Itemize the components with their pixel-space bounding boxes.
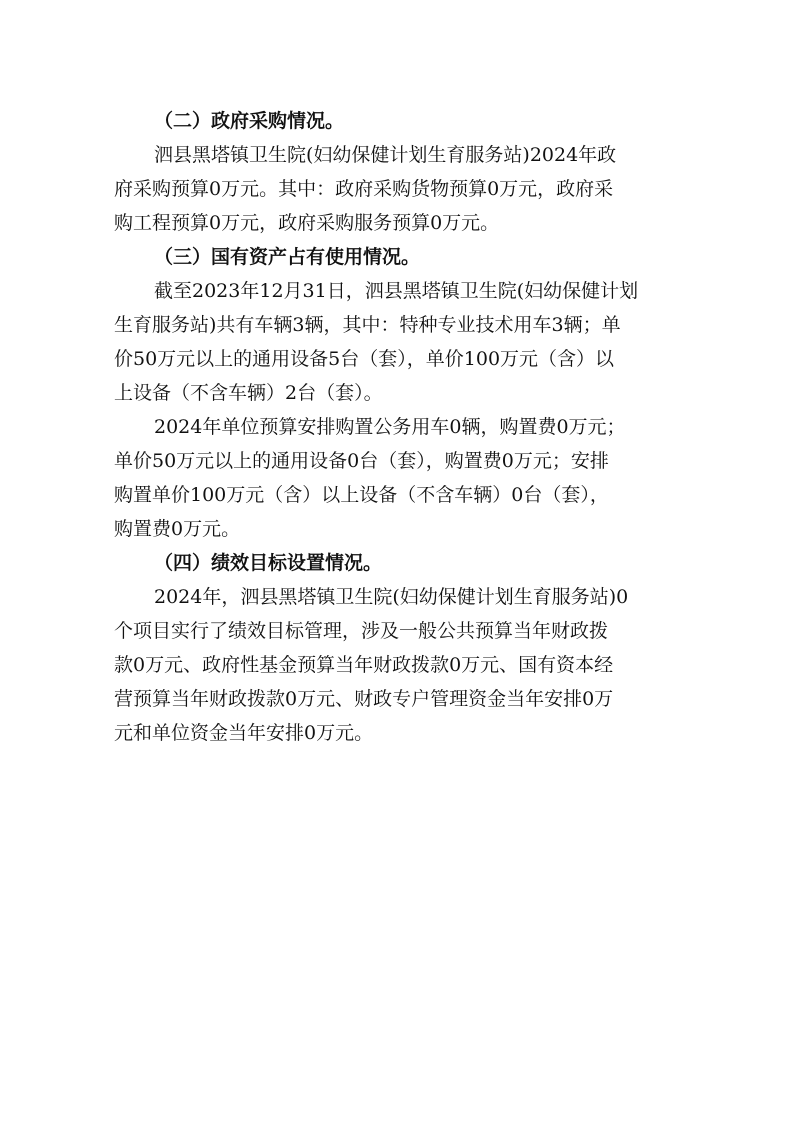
section-heading-state-assets: （三）国有资产占有使用情况。 xyxy=(154,246,421,268)
section-heading-procurement: （二）政府采购情况。 xyxy=(154,110,345,132)
text-line: 生育服务站)共有车辆3辆，其中：特种专业技术用车3辆；单 xyxy=(114,314,621,336)
paragraph-assets-purchase-plan xyxy=(114,410,680,546)
text-line: 款0万元、政府性基金预算当年财政拨款0万元、国有资本经 xyxy=(114,654,614,676)
paragraph-assets-status xyxy=(114,274,680,410)
document-body xyxy=(114,104,680,750)
text-line: 营预算当年财政拨款0万元、财政专户管理资金当年安排0万 xyxy=(114,688,614,710)
paragraph-procurement xyxy=(114,138,680,240)
paragraph-performance-goals xyxy=(114,580,680,750)
text-line: 购置费0万元。 xyxy=(114,518,241,540)
text-line: 2024年，泗县黑塔镇卫生院(妇幼保健计划生育服务站)0 xyxy=(154,586,629,608)
text-line: 上设备（不含车辆）2台（套）。 xyxy=(114,382,383,404)
text-line: 元和单位资金当年安排0万元。 xyxy=(114,722,374,744)
section-heading-performance-goals: （四）绩效目标设置情况。 xyxy=(154,552,383,574)
text-line: 个项目实行了绩效目标管理，涉及一般公共预算当年财政拨 xyxy=(114,620,609,642)
text-line: 价50万元以上的通用设备5台（套），单价100万元（含）以 xyxy=(114,348,615,370)
text-line: 单价50万元以上的通用设备0台（套），购置费0万元；安排 xyxy=(114,450,609,472)
text-line: 府采购预算0万元。其中：政府采购货物预算0万元，政府采 xyxy=(114,178,614,200)
text-line: 购工程预算0万元，政府采购服务预算0万元。 xyxy=(114,212,500,234)
text-line: 截至2023年12月31日，泗县黑塔镇卫生院(妇幼保健计划 xyxy=(154,280,639,302)
text-line: 泗县黑塔镇卫生院(妇幼保健计划生育服务站)2024年政 xyxy=(154,144,617,166)
text-line: 2024年单位预算安排购置公务用车0辆，购置费0万元； xyxy=(154,416,626,438)
text-line: 购置单价100万元（含）以上设备（不含车辆）0台（套）， xyxy=(114,484,609,506)
